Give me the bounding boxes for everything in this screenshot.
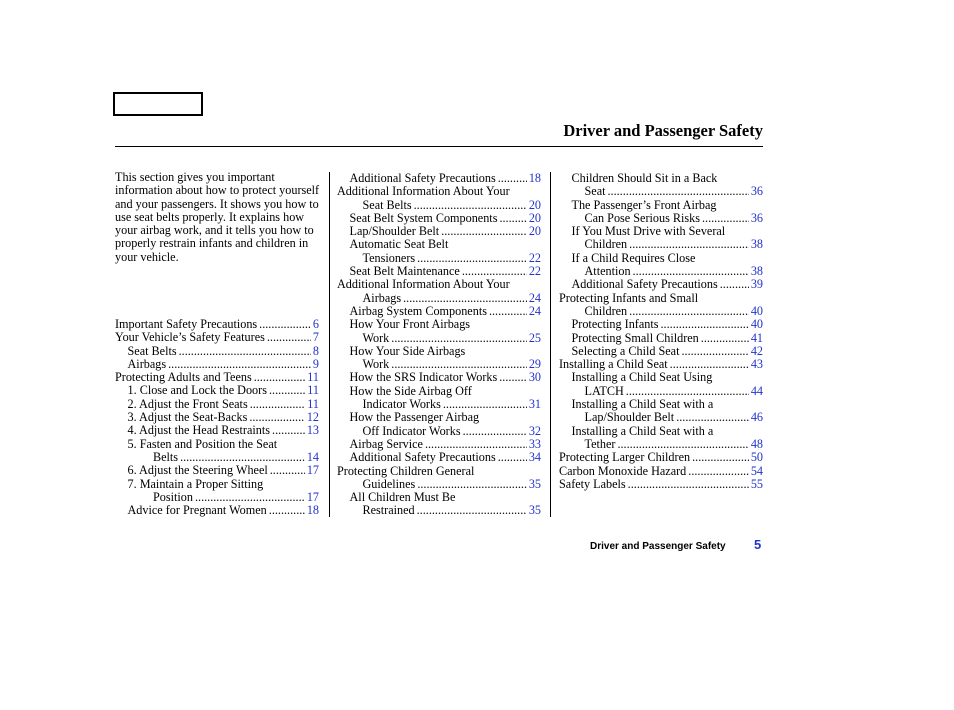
dot-leader [499, 212, 526, 225]
toc-entry[interactable] [559, 212, 763, 225]
dot-leader [688, 465, 749, 478]
footer-page-number: 5 [754, 537, 762, 552]
toc-entry[interactable] [337, 305, 541, 318]
toc-entry[interactable] [337, 438, 541, 451]
toc-entry-title: Additional Safety Precautions [349, 450, 496, 465]
dot-leader [499, 371, 527, 384]
toc-entry-title: Airbags [127, 356, 167, 371]
dot-leader [259, 318, 311, 331]
section-tab-box [113, 92, 203, 116]
toc-entry [337, 185, 541, 198]
toc-page-link[interactable]: 18 [306, 503, 319, 518]
dot-leader [702, 212, 749, 225]
toc-page-link[interactable]: 17 [306, 489, 319, 504]
toc-entry[interactable] [559, 238, 763, 251]
toc-page-link[interactable]: 22 [528, 250, 541, 265]
dot-leader [701, 332, 749, 345]
dot-leader [403, 292, 527, 305]
toc-entry[interactable] [115, 424, 319, 437]
toc-entry [115, 438, 319, 451]
dot-leader [628, 478, 749, 491]
dot-leader [676, 411, 749, 424]
toc-entry-title: Advice for Pregnant Women [127, 503, 267, 518]
toc-entry[interactable] [337, 252, 541, 265]
dot-leader [417, 478, 527, 491]
toc-entry-title: Protecting Infants [571, 317, 659, 332]
toc-entry [337, 491, 541, 504]
toc-entry-title: Your Vehicle’s Safety Features [115, 330, 265, 345]
toc-entry-title: Seat Belt System Components [349, 210, 498, 225]
toc-page-link[interactable]: 34 [528, 450, 541, 465]
toc-entry[interactable] [115, 358, 319, 371]
toc-entry-title: Installing a Child Seat with a [571, 423, 714, 438]
column-divider-1 [329, 172, 330, 517]
toc-entry [337, 465, 541, 478]
toc-entry[interactable] [337, 265, 541, 278]
toc-page-link[interactable]: 29 [528, 357, 541, 372]
dot-leader [692, 451, 749, 464]
toc-page-link[interactable]: 40 [750, 317, 763, 332]
toc-entry-title: Indicator Works [362, 397, 441, 412]
toc-entry[interactable] [559, 358, 763, 371]
toc-page-link[interactable]: 41 [750, 330, 763, 345]
dot-leader [269, 504, 305, 517]
toc-entry-title: 6. Adjust the Steering Wheel [127, 463, 268, 478]
toc-entry[interactable] [559, 318, 763, 331]
toc-page-link[interactable]: 24 [528, 290, 541, 305]
toc-entry-title: Attention [584, 264, 631, 279]
toc-entry-title: Seat Belts [127, 343, 177, 358]
toc-entry-title: How Your Front Airbags [349, 317, 471, 332]
toc-entry-title: Protecting Larger Children [559, 450, 691, 465]
toc-entry-title: How Your Side Airbags [349, 343, 466, 358]
toc-page-link[interactable]: 35 [528, 476, 541, 491]
dot-leader [269, 384, 305, 397]
toc-entry-title: 5. Fasten and Position the Seat [127, 436, 278, 451]
toc-entry [337, 411, 541, 424]
toc-entry-title: If You Must Drive with Several [571, 224, 726, 239]
toc-entry[interactable] [559, 385, 763, 398]
toc-entry-title: Seat Belt Maintenance [349, 264, 460, 279]
toc-entry [559, 425, 763, 438]
dot-leader [267, 331, 311, 344]
dot-leader [272, 424, 305, 437]
dot-leader [681, 345, 748, 358]
dot-leader [425, 438, 527, 451]
toc-entry[interactable] [337, 371, 541, 384]
toc-entry[interactable] [337, 358, 541, 371]
toc-column-1 [115, 318, 319, 517]
dot-leader [720, 278, 749, 291]
toc-entry-title: Carbon Monoxide Hazard [559, 463, 687, 478]
dot-leader [441, 225, 527, 238]
toc-page-link[interactable]: 8 [312, 343, 319, 358]
toc-entry-title: Installing a Child Seat [559, 357, 668, 372]
toc-entry [559, 225, 763, 238]
toc-entry[interactable] [115, 464, 319, 477]
toc-page-link[interactable]: 11 [307, 396, 319, 411]
toc-entry-title: The Passenger’s Front Airbag [571, 197, 717, 212]
toc-page-link[interactable]: 46 [750, 410, 763, 425]
toc-entry-title: Additional Information About Your [337, 277, 510, 292]
toc-entry-title: Seat Belts [362, 197, 412, 212]
toc-entry[interactable] [337, 398, 541, 411]
toc-entry-title: Children [584, 303, 628, 318]
toc-page-link[interactable]: 33 [528, 436, 541, 451]
toc-entry[interactable] [559, 438, 763, 451]
dot-leader [180, 451, 305, 464]
toc-page-link[interactable]: 14 [306, 449, 319, 464]
toc-page-link[interactable]: 35 [528, 503, 541, 518]
toc-column-2 [337, 172, 541, 518]
toc-entry[interactable] [337, 172, 541, 185]
toc-entry-title: Airbags [362, 290, 402, 305]
toc-entry-title: Protecting Infants and Small [559, 290, 699, 305]
toc-entry-title: Restrained [362, 503, 415, 518]
toc-entry-title: Safety Labels [559, 476, 626, 491]
toc-column-3 [559, 172, 763, 491]
toc-page-link[interactable]: 38 [750, 264, 763, 279]
toc-entry-title: Additional Information About Your [337, 184, 510, 199]
toc-entry-title: 4. Adjust the Head Restraints [127, 423, 271, 438]
toc-page-link[interactable]: 9 [312, 356, 319, 371]
toc-entry[interactable] [559, 305, 763, 318]
toc-entry[interactable] [337, 332, 541, 345]
toc-entry-title: 2. Adjust the Front Seats [127, 396, 248, 411]
dot-leader [462, 265, 527, 278]
dot-leader [179, 345, 311, 358]
toc-page-link[interactable]: 55 [750, 476, 763, 491]
intro-paragraph: This section gives you important information about how to protect yourself and your passengers. It shows you how to use seat belts properly. It explains how your airbag work, and it tells you how to properly restrain infants and children in your vehicle. [115, 170, 320, 264]
toc-entry[interactable] [559, 411, 763, 424]
toc-entry [559, 371, 763, 384]
dot-leader [498, 451, 527, 464]
toc-entry[interactable] [115, 411, 319, 424]
dot-leader [670, 358, 749, 371]
dot-leader [254, 371, 306, 384]
toc-entry[interactable] [115, 491, 319, 504]
dot-leader [414, 199, 527, 212]
toc-page-link[interactable]: 22 [528, 264, 541, 279]
toc-entry [559, 292, 763, 305]
toc-entry-title: Additional Safety Precautions [349, 171, 496, 185]
dot-leader [661, 318, 749, 331]
toc-page-link[interactable]: 43 [750, 357, 763, 372]
toc-entry[interactable] [559, 478, 763, 491]
toc-page-link[interactable]: 20 [528, 197, 541, 212]
toc-entry-title: Installing a Child Seat with a [571, 397, 714, 412]
toc-entry[interactable] [115, 318, 319, 331]
toc-entry[interactable] [115, 331, 319, 344]
toc-entry-title: Additional Safety Precautions [571, 277, 718, 292]
toc-entry [337, 278, 541, 291]
toc-entry-title: Children Should Sit in a Back [571, 171, 718, 185]
toc-page-link[interactable]: 20 [528, 210, 541, 225]
toc-entry-title: Work [362, 357, 390, 372]
toc-entry[interactable] [115, 345, 319, 358]
toc-entry[interactable] [559, 345, 763, 358]
toc-page-link[interactable]: 42 [750, 343, 763, 358]
dot-leader [633, 265, 749, 278]
toc-entry-title: Can Pose Serious Risks [584, 210, 700, 225]
dot-leader [607, 185, 748, 198]
toc-entry [559, 252, 763, 265]
toc-entry [337, 345, 541, 358]
toc-page-link[interactable]: 18 [528, 171, 541, 185]
toc-entry-title: Protecting Small Children [571, 330, 699, 345]
toc-page-link[interactable]: 20 [528, 224, 541, 239]
toc-page-link[interactable]: 24 [528, 303, 541, 318]
toc-entry-title: Off Indicator Works [362, 423, 461, 438]
toc-entry[interactable] [337, 504, 541, 517]
toc-entry[interactable] [559, 265, 763, 278]
toc-entry-title: Airbag Service [349, 436, 423, 451]
toc-entry[interactable] [337, 451, 541, 464]
toc-entry[interactable] [115, 371, 319, 384]
toc-entry[interactable] [559, 278, 763, 291]
toc-entry[interactable] [559, 185, 763, 198]
toc-page-link[interactable]: 50 [750, 450, 763, 465]
dot-leader [250, 398, 306, 411]
toc-page-link[interactable]: 11 [307, 383, 319, 398]
toc-page-link[interactable]: 38 [750, 237, 763, 252]
toc-entry-title: Automatic Seat Belt [349, 237, 449, 252]
dot-leader [629, 305, 749, 318]
toc-entry[interactable] [115, 504, 319, 517]
toc-page-link[interactable]: 13 [306, 423, 319, 438]
toc-entry-title: All Children Must Be [349, 490, 456, 505]
toc-entry-title: Tensioners [362, 250, 416, 265]
page-title: Driver and Passenger Safety [563, 121, 763, 140]
toc-entry[interactable] [115, 398, 319, 411]
toc-entry-title: 1. Close and Lock the Doors [127, 383, 267, 398]
dot-leader [417, 504, 527, 517]
toc-page-link[interactable]: 36 [750, 210, 763, 225]
toc-page-link[interactable]: 12 [306, 410, 319, 425]
toc-entry[interactable] [115, 451, 319, 464]
toc-entry-title: Protecting Children General [337, 463, 475, 478]
toc-page-link[interactable]: 40 [750, 303, 763, 318]
toc-entry-title: How the Side Airbag Off [349, 383, 472, 398]
toc-entry[interactable] [337, 212, 541, 225]
toc-entry[interactable] [337, 199, 541, 212]
toc-entry [559, 398, 763, 411]
toc-entry[interactable] [337, 292, 541, 305]
toc-page-link[interactable]: 11 [307, 370, 319, 385]
toc-entry [559, 172, 763, 185]
toc-entry-title: Lap/Shoulder Belt [584, 410, 675, 425]
toc-entry [337, 238, 541, 251]
dot-leader [249, 411, 304, 424]
toc-page-link[interactable]: 36 [750, 184, 763, 199]
dot-leader [443, 398, 527, 411]
toc-entry-title: How the SRS Indicator Works [349, 370, 498, 385]
toc-page-link[interactable]: 39 [750, 277, 763, 292]
footer-section-title: Driver and Passenger Safety [590, 541, 726, 552]
toc-entry[interactable] [337, 225, 541, 238]
toc-entry-title: How the Passenger Airbag [349, 410, 480, 425]
toc-entry-title: 3. Adjust the Seat-Backs [127, 410, 248, 425]
dot-leader [195, 491, 305, 504]
toc-entry-title: Airbag System Components [349, 303, 487, 318]
title-rule [115, 146, 763, 147]
toc-entry[interactable] [559, 465, 763, 478]
toc-entry-title: Seat [584, 184, 606, 199]
dot-leader [617, 438, 748, 451]
toc-entry-title: Selecting a Child Seat [571, 343, 680, 358]
toc-entry-title: If a Child Requires Close [571, 250, 696, 265]
column-divider-2 [550, 172, 551, 517]
toc-page-link[interactable]: 30 [528, 370, 541, 385]
toc-entry [337, 385, 541, 398]
toc-entry [115, 478, 319, 491]
toc-entry-title: Children [584, 237, 628, 252]
toc-entry-title: Installing a Child Seat Using [571, 370, 713, 385]
toc-entry-title: Work [362, 330, 390, 345]
toc-page-link[interactable]: 17 [306, 463, 319, 478]
dot-leader [463, 425, 527, 438]
toc-entry[interactable] [337, 478, 541, 491]
toc-entry[interactable] [559, 451, 763, 464]
toc-page-link[interactable]: 32 [528, 423, 541, 438]
toc-page-link[interactable]: 7 [312, 330, 319, 345]
toc-page-link[interactable]: 6 [312, 317, 319, 331]
toc-entry-title: Belts [153, 449, 179, 464]
dot-leader [498, 172, 527, 185]
toc-entry-title: Important Safety Precautions [115, 317, 258, 331]
dot-leader [629, 238, 749, 251]
toc-entry-title: Guidelines [362, 476, 416, 491]
toc-entry[interactable] [559, 332, 763, 345]
toc-entry-title: LATCH [584, 383, 624, 398]
toc-page-link[interactable]: 48 [750, 436, 763, 451]
dot-leader [391, 332, 527, 345]
toc-entry-title: Lap/Shoulder Belt [349, 224, 440, 239]
dot-leader [626, 385, 749, 398]
dot-leader [270, 464, 305, 477]
toc-page-link[interactable]: 31 [528, 397, 541, 412]
toc-entry [337, 318, 541, 331]
toc-entry-title: Protecting Adults and Teens [115, 370, 252, 385]
dot-leader [489, 305, 527, 318]
dot-leader [168, 358, 311, 371]
toc-entry [559, 199, 763, 212]
toc-page-link[interactable]: 54 [750, 463, 763, 478]
toc-entry-title: Tether [584, 436, 616, 451]
toc-entry[interactable] [337, 425, 541, 438]
dot-leader [417, 252, 527, 265]
toc-entry-title: Position [153, 489, 193, 504]
toc-entry-title: 7. Maintain a Proper Sitting [127, 476, 264, 491]
toc-entry[interactable] [115, 384, 319, 397]
dot-leader [391, 358, 527, 371]
toc-page-link[interactable]: 44 [750, 383, 763, 398]
toc-page-link[interactable]: 25 [528, 330, 541, 345]
